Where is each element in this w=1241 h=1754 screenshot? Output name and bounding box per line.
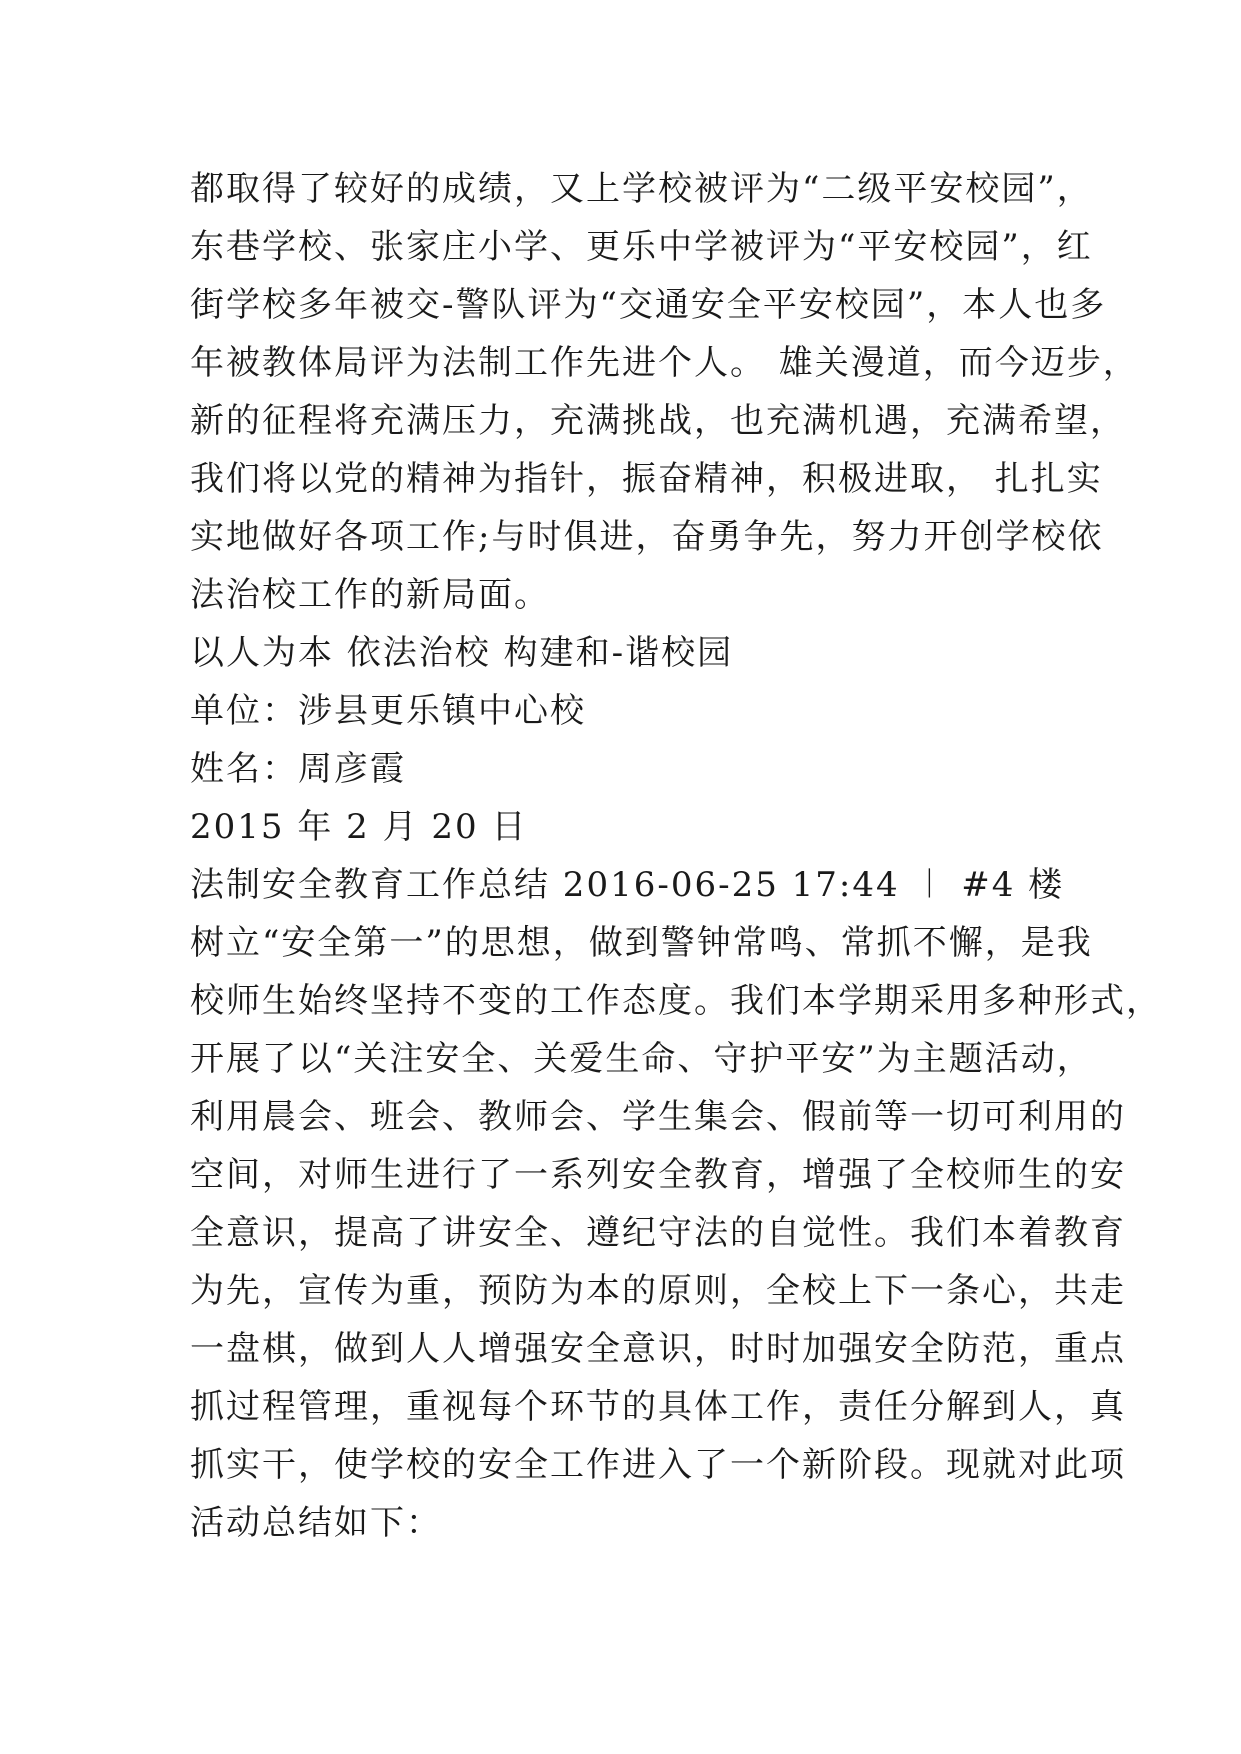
- text-line: 东巷学校、张家庄小学、更乐中学被评为“平安校园”，红: [190, 227, 1093, 267]
- text-line: 实地做好各项工作;与时俱进，奋勇争先，努力开创学校依: [190, 517, 1104, 557]
- document-body: [190, 160, 1162, 1552]
- text-line: 我们将以党的精神为指针，振奋精神，积极进取， 扎扎实: [190, 459, 1103, 499]
- name-line: 姓名：周彦霞: [190, 749, 406, 789]
- section-title: 以人为本 依法治校 构建和-谐校园: [190, 633, 734, 673]
- text-line: 为先，宣传为重，预防为本的原则，全校上下一条心，共走: [190, 1271, 1126, 1311]
- text-line: 全意识，提高了讲安全、遵纪守法的自觉性。我们本着教育: [190, 1213, 1126, 1253]
- text-line: 年被教体局评为法制工作先进个人。 雄关漫道，而今迈步，: [190, 343, 1139, 383]
- text-line: 树立“安全第一”的思想，做到警钟常鸣、常抓不懈，是我: [190, 923, 1093, 963]
- date-line: 2015 年 2 月 20 日: [190, 807, 528, 847]
- text-line: 抓实干，使学校的安全工作进入了一个新阶段。现就对此项: [190, 1445, 1126, 1485]
- text-line: 一盘棋，做到人人增强安全意识，时时加强安全防范，重点: [190, 1329, 1126, 1369]
- text-line: 抓过程管理，重视每个环节的具体工作，责任分解到人，真: [190, 1387, 1126, 1427]
- text-line: 法治校工作的新局面。: [190, 575, 550, 615]
- text-line: 校师生始终坚持不变的工作态度。我们本学期采用多种形式，: [190, 981, 1162, 1021]
- text-line: 活动总结如下：: [190, 1503, 442, 1543]
- unit-line: 单位：涉县更乐镇中心校: [190, 691, 586, 731]
- text-line: 开展了以“关注安全、关爱生命、守护平安”为主题活动，: [190, 1039, 1093, 1079]
- text-line: 街学校多年被交-警队评为“交通安全平安校园”，本人也多: [190, 285, 1107, 325]
- text-line: 新的征程将充满压力，充满挑战，也充满机遇，充满希望，: [190, 401, 1126, 441]
- text-line: 利用晨会、班会、教师会、学生集会、假前等一切可利用的: [190, 1097, 1126, 1137]
- post-header: 法制安全教育工作总结 2016-06-25 17:44 ︱ #4 楼: [190, 865, 1065, 905]
- text-line: 空间，对师生进行了一系列安全教育，增强了全校师生的安: [190, 1155, 1126, 1195]
- text-line: 都取得了较好的成绩，又上学校被评为“二级平安校园”，: [190, 169, 1093, 209]
